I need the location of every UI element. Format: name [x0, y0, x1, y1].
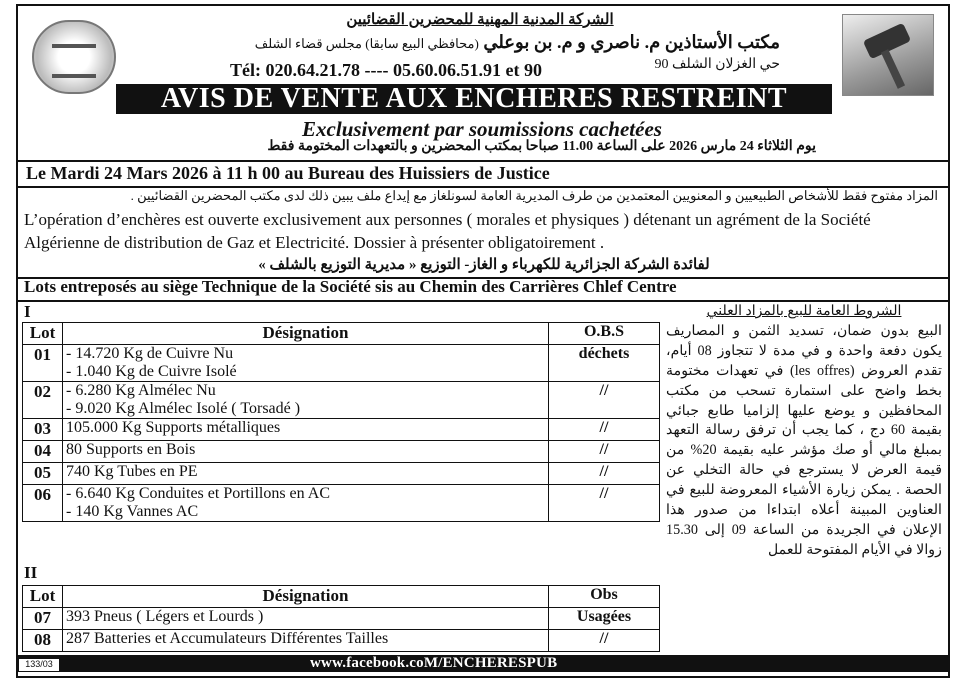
lot-designation — [63, 382, 549, 419]
lot-designation: 287 Batteries et Accumulateurs Différentes Tailles — [63, 630, 549, 652]
section-label: I — [24, 302, 31, 321]
lot-number: 02 — [23, 382, 63, 419]
auction-date-fr: Le Mardi 24 Mars 2026 à 11 h 00 au Bureau des Huissiers de Justice — [26, 163, 550, 183]
designation-line: - 9.020 Kg Almélec Isolé ( Torsadé ) — [66, 400, 301, 417]
header-obs: Obs — [549, 586, 660, 608]
lot-number: 07 — [23, 608, 63, 630]
header-lot: Lot — [23, 586, 63, 608]
phone-numbers — [230, 60, 542, 81]
designation-line: - 140 Kg Vannes AC — [66, 503, 199, 520]
table-row — [23, 345, 660, 382]
lot-number: 06 — [23, 485, 63, 522]
company-name-ar: الشركة المدنية المهنية للمحضرين القضائيين — [346, 12, 614, 28]
lot-number: 05 — [23, 463, 63, 485]
lot-obs: // — [549, 419, 660, 441]
gavel-logo-right — [842, 14, 934, 96]
designation-line: - 14.720 Kg de Cuivre Nu — [66, 345, 234, 362]
notice-subtitle: Exclusivement par soumissions cachetées — [302, 117, 662, 141]
office-address-ar: حي الغزلان الشلف 90 — [654, 57, 780, 72]
header-obs: O.B.S — [549, 323, 660, 345]
participation-paragraph: L’opération d’enchères est ouverte exclusivement aux personnes ( morales et physiques ) détenant un agrément de la Société Algérienne de distribution de Gaz et Electricité. Dossier à présenter obligatoirement . — [24, 210, 871, 252]
lots-table-section-2 — [22, 585, 660, 652]
designation-line: - 6.640 Kg Conduites et Portillons en AC — [66, 485, 330, 502]
lot-number: 01 — [23, 345, 63, 382]
sale-conditions-ar — [666, 302, 942, 638]
lot-designation: 740 Kg Tubes en PE — [63, 463, 549, 485]
table-header-row — [23, 323, 660, 345]
participation-notice-ar: المزاد مفتوح فقط للأشخاص الطبيعيين و المعنويين المعتمدين من طرف المديرية العامة لسونلغاز مع إيداع ملف يبين ذلك لدى مكتب المحضرين القضائيين . — [130, 188, 938, 203]
lot-designation: 393 Pneus ( Légers et Lourds ) — [63, 608, 549, 630]
table-row — [23, 630, 660, 652]
header-designation: Désignation — [63, 586, 549, 608]
lot-designation — [63, 345, 549, 382]
table-row — [23, 463, 660, 485]
divider — [16, 160, 948, 162]
tel-numbers: 020.64.21.78 ---- 05.60.06.51.91 et 90 — [265, 60, 542, 80]
conditions-title: الشروط العامة للبيع بالمزاد العلني — [706, 304, 902, 319]
tel-label: Tél: — [230, 60, 261, 80]
table-row — [23, 382, 660, 419]
table-header-row — [23, 586, 660, 608]
lot-number: 03 — [23, 419, 63, 441]
lots-location-title: Lots entreposés au siège Technique de la Société sis au Chemin des Carrières Chlef Centre — [24, 277, 677, 296]
footer-url: www.facebook.coM/ENCHERESPUB — [310, 655, 558, 671]
lot-designation — [63, 485, 549, 522]
auction-date-ar: يوم الثلاثاء 24 مارس 2026 على الساعة 11.00 صباحا بمكتب المحضرين و بالتعهدات المختومة فقط — [267, 139, 816, 154]
designation-line: - 6.280 Kg Almélec Nu — [66, 382, 216, 399]
table-row — [23, 419, 660, 441]
section-label: II — [24, 563, 38, 582]
lot-obs: // — [549, 485, 660, 522]
lot-obs: // — [549, 382, 660, 419]
lot-number: 04 — [23, 441, 63, 463]
conditions-text: البيع بدون ضمان، تسديد الثمن و المصاريف يكون دفعة واحدة و في مدة لا تتجاوز 08 أيام، تقدم العروض (les offres) في تعهدات مختومة بخط واضح على استمارة تسحب من مكتب المحافظين و يوضع عليها إلزاميا طابع جبائي بقيمة 60 دج ، كما يجب أن ترفق رسالة التعهد بمبلغ مالي أو صك مؤشر عليه بقيمة 20% من قيمة العرض لا يسترجع في حالة التخلي عن الحصة . يمكن زيارة الأشياء المعروضة للبيع في العناوين المبينة أعلاه ابتداءا من صدور هذا الإعلان في الجريدة من الساعة 09 إلى 15.30 زوالا في الأيام المفتوحة للعمل — [666, 322, 943, 558]
lot-obs: Usagées — [549, 608, 660, 630]
office-name-ar — [180, 32, 780, 53]
header-lot: Lot — [23, 323, 63, 345]
lot-designation: 80 Supports en Bois — [63, 441, 549, 463]
lot-number: 08 — [23, 630, 63, 652]
designation-line: - 1.040 Kg de Cuivre Isolé — [66, 363, 237, 380]
lot-obs: // — [549, 630, 660, 652]
table-row — [23, 485, 660, 522]
lots-table-section-1 — [22, 322, 660, 522]
table-row — [23, 441, 660, 463]
header-designation: Désignation — [63, 323, 549, 345]
office-subtitle-ar: (محافظي البيع سابقا) مجلس قضاء الشلف — [254, 36, 479, 51]
office-title-ar: مكتب الأستاذين م. ناصري و م. بن بوعلي — [483, 32, 780, 52]
lot-obs: // — [549, 463, 660, 485]
notice-title-banner: AVIS DE VENTE AUX ENCHERES RESTREINT — [116, 84, 832, 114]
lot-obs: // — [549, 441, 660, 463]
beneficiary-ar: لفائدة الشركة الجزائرية للكهرباء و الغاز- التوزيع « مديرية التوزيع بالشلف » — [258, 257, 710, 273]
lot-obs: déchets — [549, 345, 660, 382]
table-row — [23, 608, 660, 630]
bailiff-logo-left — [32, 20, 116, 94]
footer-reference: 133/03 — [18, 658, 60, 672]
lot-designation: 105.000 Kg Supports métalliques — [63, 419, 549, 441]
